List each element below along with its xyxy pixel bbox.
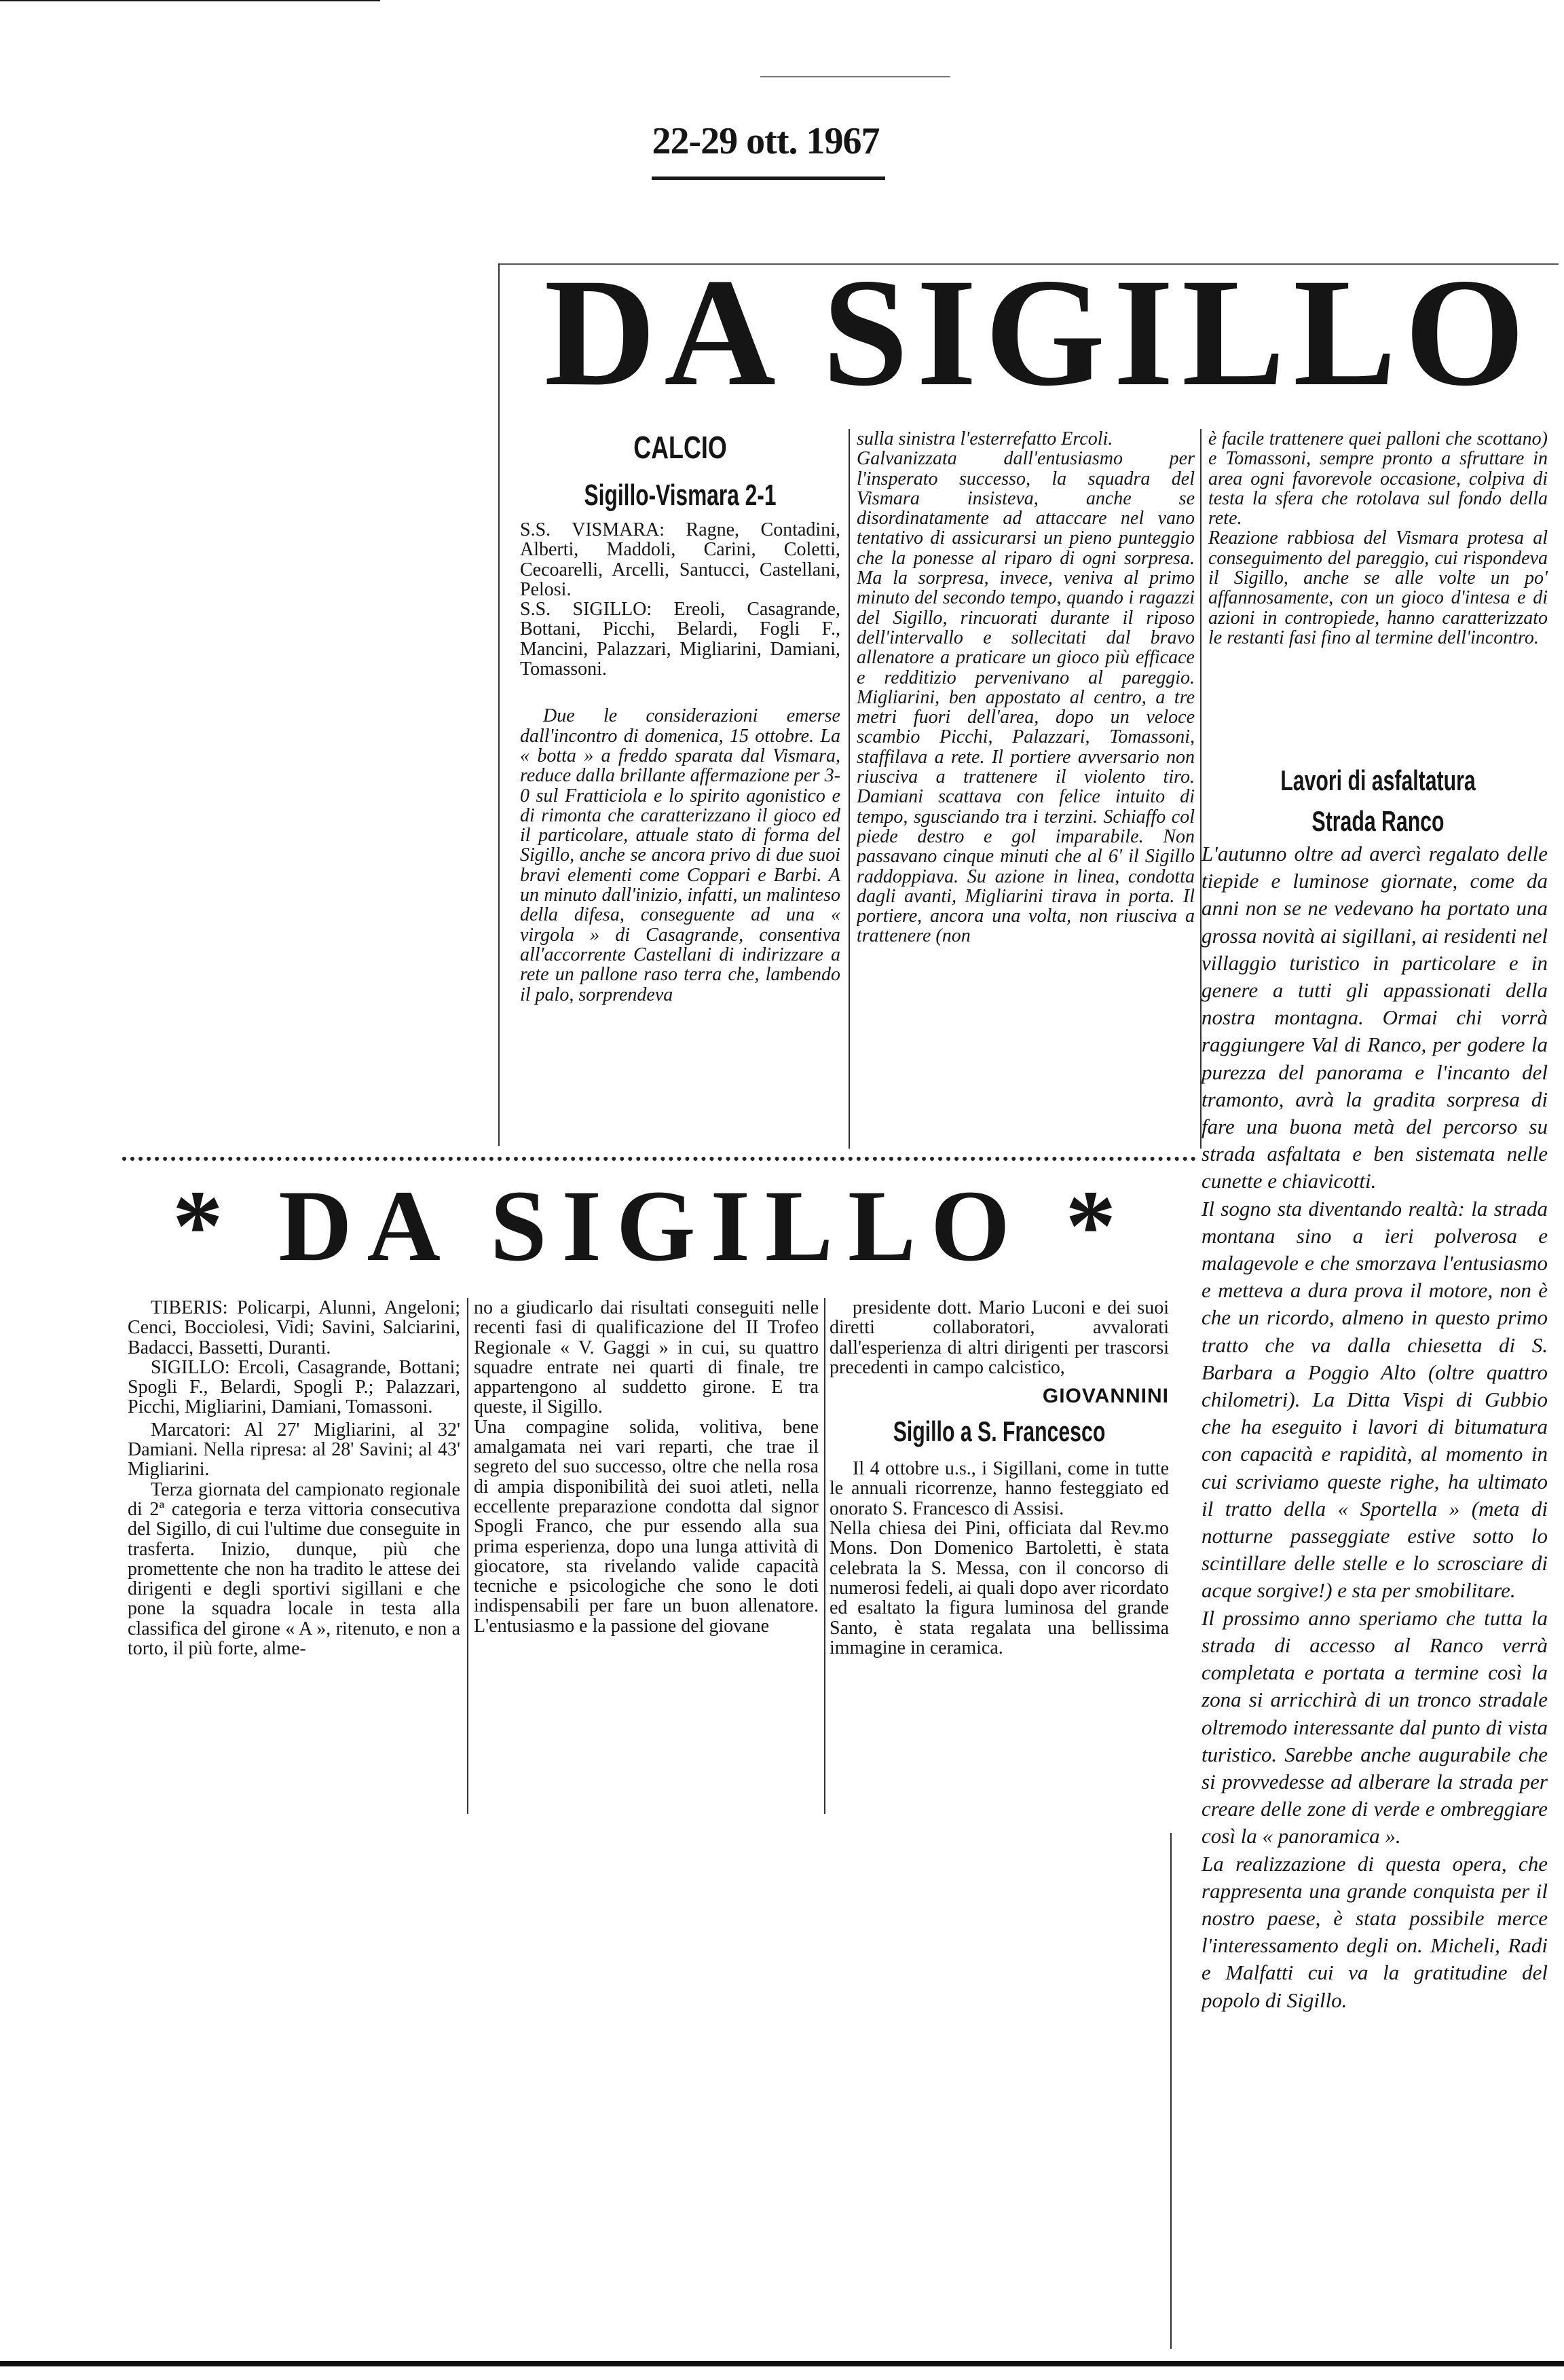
tiberis-column-3 — [830, 1298, 1169, 1827]
calcio-column-3 — [1208, 429, 1548, 748]
top-rule — [0, 0, 380, 1]
calcio-column-2 — [857, 429, 1195, 1149]
headline-da-sigillo-secondary: * DA SIGILLO * — [172, 1170, 1132, 1282]
article-byline: GIOVANNINI — [1042, 1385, 1169, 1408]
sfrancesco-body: Il 4 ottobre u.s., i Sigillani, come in tutte le annuali ricorrenze, hanno festeggiato ed onorato S. Francesco di Assisi. Nella chiesa dei Pini, officiata dal Rev.mo Mons. Don Domenico Bartoletti, è stata celebrata la S. Messa, con il concorso di numerosi fedeli, ai quali dopo aver ricordato ed esaltato la figura luminosa del grande Santo, è stata regalata una bellissima immagine in ceramica. — [830, 1458, 1169, 1658]
tiberis-column-1 — [128, 1298, 460, 1821]
calcio-divider-1 — [849, 429, 850, 1149]
bottom-rule — [0, 2361, 1564, 2366]
asfaltatura-title: Lavori di asfaltatura Strada Ranco — [1280, 764, 1476, 837]
lineup-sigillo: S.S. SIGILLO: Ereoli, Casagrande, Bottani, Picchi, Belardi, Fogli F., Mancini, Palazzari, Migliarini, Damiani, Tomassoni. — [520, 599, 840, 680]
asfaltatura-body: L'autunno oltre ad avercì regalato delle tiepide e luminose giornate, come da anni non se ne vedevano ha portato una grossa novità ai sigillani, ai residenti nel villaggio turistico in particolare e in genere a tutti gli appassionati della nostra montagna. Ormai chi vorrà raggiungere Val di Ranco, per godere la purezza del panorama e l'incanto del tramonto, avrà la gradita sorpresa di fare una buona metà del percorso su strada asfaltata e ben sistemata nelle cunette e chiavicotti. Il sogno sta diventando realtà: la strada montana sino a ieri polverosa e malagevole e che smorzava l'entusiasmo e metteva a dura prova il motore, non è che un ricordo, almeno in questo primo tratto che va dalla chiesetta di S. Barbara a Poggio Alto (oltre quattro chilometri). La Ditta Vispi di Gubbio che ha eseguito i lavori di bitumatura con capacità e rapidità, al momento in cui scriviamo queste righe, ha ultimato il tratto della « Sportella » (meta di notturne passeggiate estive sotto lo scintillare delle stelle e lo scrosciare di acque sorgive!) e sta per smobilitare. Il prossimo anno speriamo che tutta la strada di accesso al Ranco verrà completata e portata a termine così la zona si arricchirà di un tronco stradale oltremodo interessante dal punto di vista turistico. Sarebbe anche augurabile che si provvedesse ad alberare la strada per creare delle zone di verde e ombreggiare così la « panoramica ». La realizzazione di questa opera, che rappresenta una grande conquista per il nostro paese, è stata possibile merce l'interessamento degli on. Micheli, Radi e Malfatti cui va la gratitudine del popolo di Sigillo. — [1202, 842, 1548, 2012]
date-underline — [652, 176, 885, 180]
asfaltatura-left-border — [1170, 1833, 1172, 2349]
tiberis-body-1: Terza giornata del campionato regionale di 2ª categoria e terza vittoria consecutiva del Sigillo, di cui l'ultime due conseguite in trasferta. Inizio, dunque, più che promettente che non ha tradito le attese dei dirigenti e degli sportivi sigillani e che pone la squadra locale in testa alla classifica del girone « A », ritenuto, e non a torto, il più forte, alme- — [128, 1479, 460, 1660]
issue-date: 22-29 ott. 1967 — [652, 120, 880, 162]
calcio-body-2: sulla sinistra l'esterrefatto Ercoli. Galvanizzata dall'entusiasmo per l'insperato successo, la squadra del Vismara insisteva, anche se disordinatamente ad attaccare nel vano tentativo di assicurarsi un pieno punteggio che la ponesse al riparo di ogni sorpresa. Ma la sorpresa, invece, veniva al primo minuto del secondo tempo, quando i ragazzi del Sigillo, rincuorati durante il riposo dell'intervallo e sollecitati dal bravo allenatore a praticare un gioco più efficace e redditizio pervenivano al pareggio. Migliarini, ben appostato al centro, a tre metri fuori dell'area, dopo un veloce scambio Picchi, Palazzari, Tomassoni, staffilava a rete. Il portiere avversario non riusciva a trattenere il violento tiro. Damiani scattava con felice intuito di tempo, sgusciando tra i terzini. Schiaffo col piede destro e gol imparabile. Non passavano cinque minuti che al 6' il Sigillo raddoppiava. Su azione in linea, condotta dagli avanti, Migliarini tirava in porta. Il portiere, ancora una volta, non riusciva a trattenere (non — [857, 429, 1195, 947]
frame-left — [498, 263, 500, 1146]
tiberis-divider-1 — [467, 1298, 468, 1814]
calcio-body-3: è facile trattenere quei palloni che scottano) e Tomassoni, sempre pronto a sfruttare in area ogni favorevole occasione, colpiva di testa la sfera che rotolava sul fondo della rete. Reazione rabbiosa del Vismara protesa al conseguimento del pareggio, cui rispondeva il Sigillo, anche se alle volte un po' affannosamente, con un gioco d'intesa e di azioni in contropiede, hanno caratterizzato le restanti fasi fino al termine dell'incontro. — [1208, 429, 1548, 648]
tiberis-divider-2 — [824, 1298, 825, 1814]
lineup-tiberis: TIBERIS: Policarpi, Alunni, Angeloni; Cenci, Bocciolesi, Vidi; Savini, Salciarini, Badacci, Bassetti, Duranti. — [128, 1298, 460, 1358]
calcio-kicker: CALCIO — [633, 430, 727, 465]
lineup-vismara: S.S. VISMARA: Ragne, Contadini, Alberti, Maddoli, Carini, Coletti, Cecoarelli, Arcelli, Santucci, Castellani, Pelosi. — [520, 519, 840, 600]
tiberis-column-2 — [474, 1298, 819, 1821]
calcio-title: Sigillo-Vismara 2-1 — [584, 479, 777, 512]
marcatori: Marcatori: Al 27' Migliarini, al 32' Damiani. Nella ripresa: al 28' Savini; al 43' Migliarini. — [128, 1419, 460, 1481]
calcio-body-1: Due le considerazioni emerse dall'incontro di domenica, 15 ottobre. La « botta » a freddo sparata dal Vismara, reduce dalla brillante affermazione per 3-0 sul Fratticiola e lo spirito agonistico e di rimonta che caratterizzano il gioco ed il particolare, attuale stato di forma del Sigillo, anche se ancora privo di due suoi bravi elementi come Coppari e Barbi. A un minuto dall'inizio, infatti, un malinteso della difesa, conseguente ad una « virgola » di Casagrande, consentiva all'accorrente Castellani di indirizzare a rete un pallone raso terra che, lambendo il palo, sorprendeva — [520, 705, 840, 1005]
sfrancesco-title: Sigillo a S. Francesco — [893, 1415, 1106, 1448]
calcio-column-1 — [520, 429, 840, 1149]
top-rule-short — [760, 76, 950, 77]
tiberis-body-2: no a giudicarlo dai risultati conseguiti nelle recenti fasi di qualificazione del II Trofeo Regionale « V. Gaggi » in cui, su quattro squadre entrate nei quarti di finale, tre appartengono al suddetto girone. E tra queste, il Sigillo. Una compagine solida, volitiva, bene amalgamata nei vari reparti, che trae il segreto del suo successo, oltre che nella rosa di ampia disponibilità dei suoi atleti, nella eccellente preparazione condotta dal signor Spogli Franco, che pur essendo alla sua prima esperienza, dopo una lunga attività di giocatore, sta rivelando valide capacità tecniche e psicologiche che sono le doti indispensabili per fare un buon allenatore. L'entusiasmo e la passione del giovane — [474, 1298, 819, 1637]
dotted-separator — [122, 1157, 1196, 1161]
headline-da-sigillo: DA SIGILLO — [544, 247, 1533, 418]
lineup-sigillo-2: SIGILLO: Ercoli, Casagrande, Bottani; Spogli F., Belardi, Spogli P.; Palazzari, Picchi, Migliarini, Damiani, Tomassoni. — [128, 1356, 460, 1418]
tiberis-body-3: presidente dott. Mario Luconi e dei suoi diretti collaboratori, avvalorati dall'esperienza di altri dirigenti per trascorsi precedenti in campo calcistico, — [830, 1298, 1169, 1378]
